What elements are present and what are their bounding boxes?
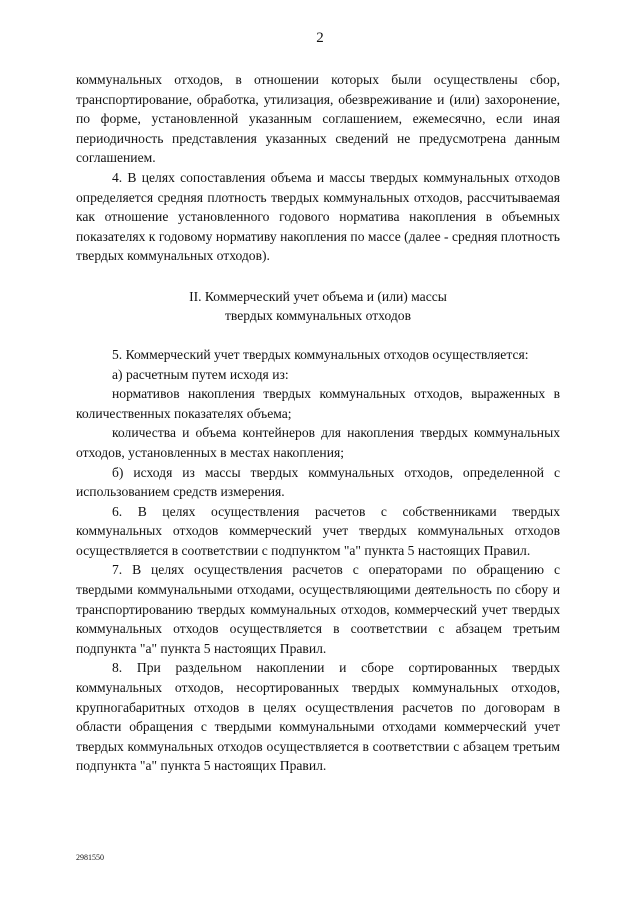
document-code: 2981550: [76, 853, 104, 862]
section-heading: [76, 287, 560, 325]
paragraph-8: 8. При раздельном накоплении и сборе сортированных твердых коммунальных отходов, несортированных твердых коммунальных отходов, крупногабаритных отходов в целях осуществления расчетов по договорам в области обращения с твердыми коммунальными отходами коммерческий учет твердых коммунальных отходов осуществляется в соответствии с абзацем третьим подпункта "а" пункта 5 настоящих Правил.: [76, 660, 560, 774]
paragraph-5: 5. Коммерческий учет твердых коммунальных отходов осуществляется:: [112, 346, 529, 362]
paragraph-5a: а) расчетным путем исходя из:: [112, 366, 289, 382]
page-number: 2: [316, 30, 324, 46]
paragraph-7: 7. В целях осуществления расчетов с операторами по обращению с твердыми коммунальными отходами, осуществляющими деятельность по сбору и транспортированию твердых коммунальных отходов, коммерческий учет твердых коммунальных отходов осуществляется в соответствии с абзацем третьим подпункта "а" пункта 5 настоящих Правил.: [76, 562, 560, 656]
paragraph-5a-norms: нормативов накопления твердых коммунальных отходов, выраженных в количественных показателях объема;: [76, 386, 560, 421]
section-heading-line-1: II. Коммерческий учет объема и (или) массы: [189, 288, 447, 304]
paragraph-5b: б) исходя из массы твердых коммунальных отходов, определенной с использованием средств измерения.: [76, 464, 560, 500]
paragraph-continuation: коммунальных отходов, в отношении которых были осуществлены сбор, транспортирование, обработка, утилизация, обезвреживание и (или) захоронение, по форме, установленной указанным соглашением, ежемесячно, если иная периодичность представления указанных сведений не предусмотрена данным соглашением.: [76, 72, 560, 166]
document-body: [76, 70, 560, 776]
section-heading-line-2: твердых коммунальных отходов: [224, 307, 412, 323]
paragraph-5a-containers: количества и объема контейнеров для накопления твердых коммунальных отходов, установленных в местах накопления;: [76, 425, 560, 460]
paragraph-4: 4. В целях сопоставления объема и массы твердых коммунальных отходов определяется средняя плотность твердых коммунальных отходов, рассчитываемая как отношение установленного годового норматива накопления в объемных показателях к годовому нормативу накопления по массе (далее - средняя плотность твердых коммунальных отходов).: [76, 169, 560, 264]
paragraph-6: 6. В целях осуществления расчетов с собственниками твердых коммунальных отходов коммерческий учет твердых коммунальных отходов осуществляется в соответствии с подпунктом "а" пункта 5 настоящих Правил.: [76, 503, 560, 558]
